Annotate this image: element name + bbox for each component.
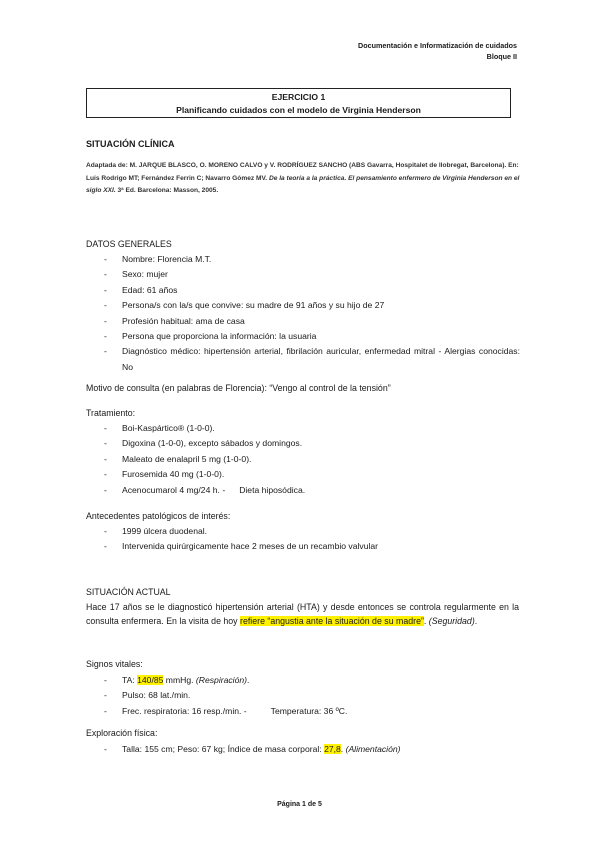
- citation-italic: De la teoría a la práctica. El pensamiento enfermero de Virginia Henderson en el siglo XXI.: [86, 174, 520, 194]
- treatment-last-a: Acenocumarol 4 mg/24 h. -: [122, 484, 226, 495]
- highlight-bmi: 27,8: [324, 744, 341, 754]
- clinical-heading: SITUACIÓN CLÍNICA: [86, 139, 175, 149]
- list-item: - Diagnóstico médico: hipertensión arterial, fibrilación auricular, enfermedad mitral - Alergias conocidas: No: [86, 344, 520, 375]
- list-item: [86, 673, 347, 688]
- current-heading: SITUACIÓN ACTUAL: [86, 587, 171, 597]
- exam-dot: .: [340, 744, 346, 754]
- highlight-anxiety: refiere “angustia ante la situación de su madre”: [240, 616, 424, 627]
- list-item: - Boi-Kaspártico® (1-0-0).: [86, 421, 305, 436]
- ta-unit: mmHg.: [163, 675, 196, 685]
- list-item: - Pulso: 68 lat./min.: [86, 688, 347, 703]
- history-heading: Antecedentes patológicos de interés:: [86, 511, 231, 521]
- history-list: [86, 524, 378, 555]
- header-course: Documentación e Informatización de cuidados: [358, 41, 517, 50]
- list-item: - Intervenida quirúrgicamente hace 2 meses de un recambio valvular: [86, 539, 378, 554]
- list-item: - 1999 úlcera duodenal.: [86, 524, 378, 539]
- list-item: - Edad: 61 años: [86, 283, 520, 298]
- treatment-heading: Tratamiento:: [86, 408, 136, 418]
- ta-label: TA:: [122, 675, 138, 685]
- exercise-number: EJERCICIO 1: [271, 92, 326, 102]
- list-item: - Digoxina (1-0-0), excepto sábados y domingos.: [86, 436, 305, 451]
- header-block: Bloque II: [486, 52, 517, 61]
- citation-part-b: 3ª Ed. Barcelona: Masson, 2005.: [115, 187, 219, 194]
- vitals-heading: Signos vitales:: [86, 659, 143, 669]
- highlight-ta: 140/85: [137, 675, 164, 685]
- list-item: - Sexo: mujer: [86, 267, 520, 282]
- consult-reason: Motivo de consulta (en palabras de Florencia): “Vengo al control de la tensión”: [86, 383, 391, 393]
- current-paragraph: [86, 600, 519, 628]
- exercise-title-box: [86, 88, 511, 118]
- treatment-list: [86, 421, 305, 498]
- current-dot: .: [474, 616, 478, 627]
- page-number: Página 1 de 5: [277, 801, 322, 808]
- source-citation: [86, 160, 520, 198]
- list-item: - Maleato de enalapril 5 mg (1-0-0).: [86, 452, 305, 467]
- current-text: Hace 17 años se le diagnosticó hipertensión arterial (HTA) y desde entonces se controla regularmente en la consulta enfermera. En la visita de hoy: [86, 602, 519, 627]
- general-heading: DATOS GENERALES: [86, 239, 172, 249]
- temperature: Temperatura: 36 ºC.: [270, 705, 348, 716]
- page-header: [358, 40, 517, 62]
- exercise-title: Planificando cuidados con el modelo de Virginia Henderson: [176, 105, 421, 115]
- list-item: - Nombre: Florencia M.T.: [86, 252, 520, 267]
- list-item: [86, 704, 347, 719]
- list-item: - Persona/s con la/s que convive: su madre de 91 años y su hijo de 27: [86, 298, 520, 313]
- ta-dot: .: [247, 675, 250, 685]
- treatment-last-b: Dieta hiposódica.: [239, 484, 306, 495]
- need-tag-breathing: (Respiración): [195, 675, 247, 685]
- vitals-list: [86, 673, 347, 719]
- resp-rate: Frec. respiratoria: 16 resp./min. -: [122, 705, 247, 716]
- list-item: - Persona que proporciona la información: la usuaria: [86, 329, 520, 344]
- list-item: - Furosemida 40 mg (1-0-0).: [86, 467, 305, 482]
- list-item: [86, 483, 305, 498]
- citation-part-a: Adaptada de: M. JARQUE BLASCO, O. MORENO CALVO y V. RODRÍGUEZ SANCHO (ABS Gavarra, Hospitalet de llobregat, Barcelona). En: Luis Rodrigo MT; Fernández Ferrin C; Navarro Gómez MV.: [86, 162, 519, 182]
- need-tag-feeding: (Alimentación): [345, 744, 401, 754]
- list-item: [86, 742, 401, 757]
- need-tag-security: (Seguridad): [428, 616, 475, 627]
- list-item: - Profesión habitual: ama de casa: [86, 314, 520, 329]
- exam-text: Talla: 155 cm; Peso: 67 kg; Índice de masa corporal:: [122, 744, 325, 754]
- current-text-end: .: [423, 616, 429, 627]
- exam-list: [86, 742, 401, 757]
- general-list: [86, 252, 520, 375]
- exam-heading: Exploración física:: [86, 728, 158, 738]
